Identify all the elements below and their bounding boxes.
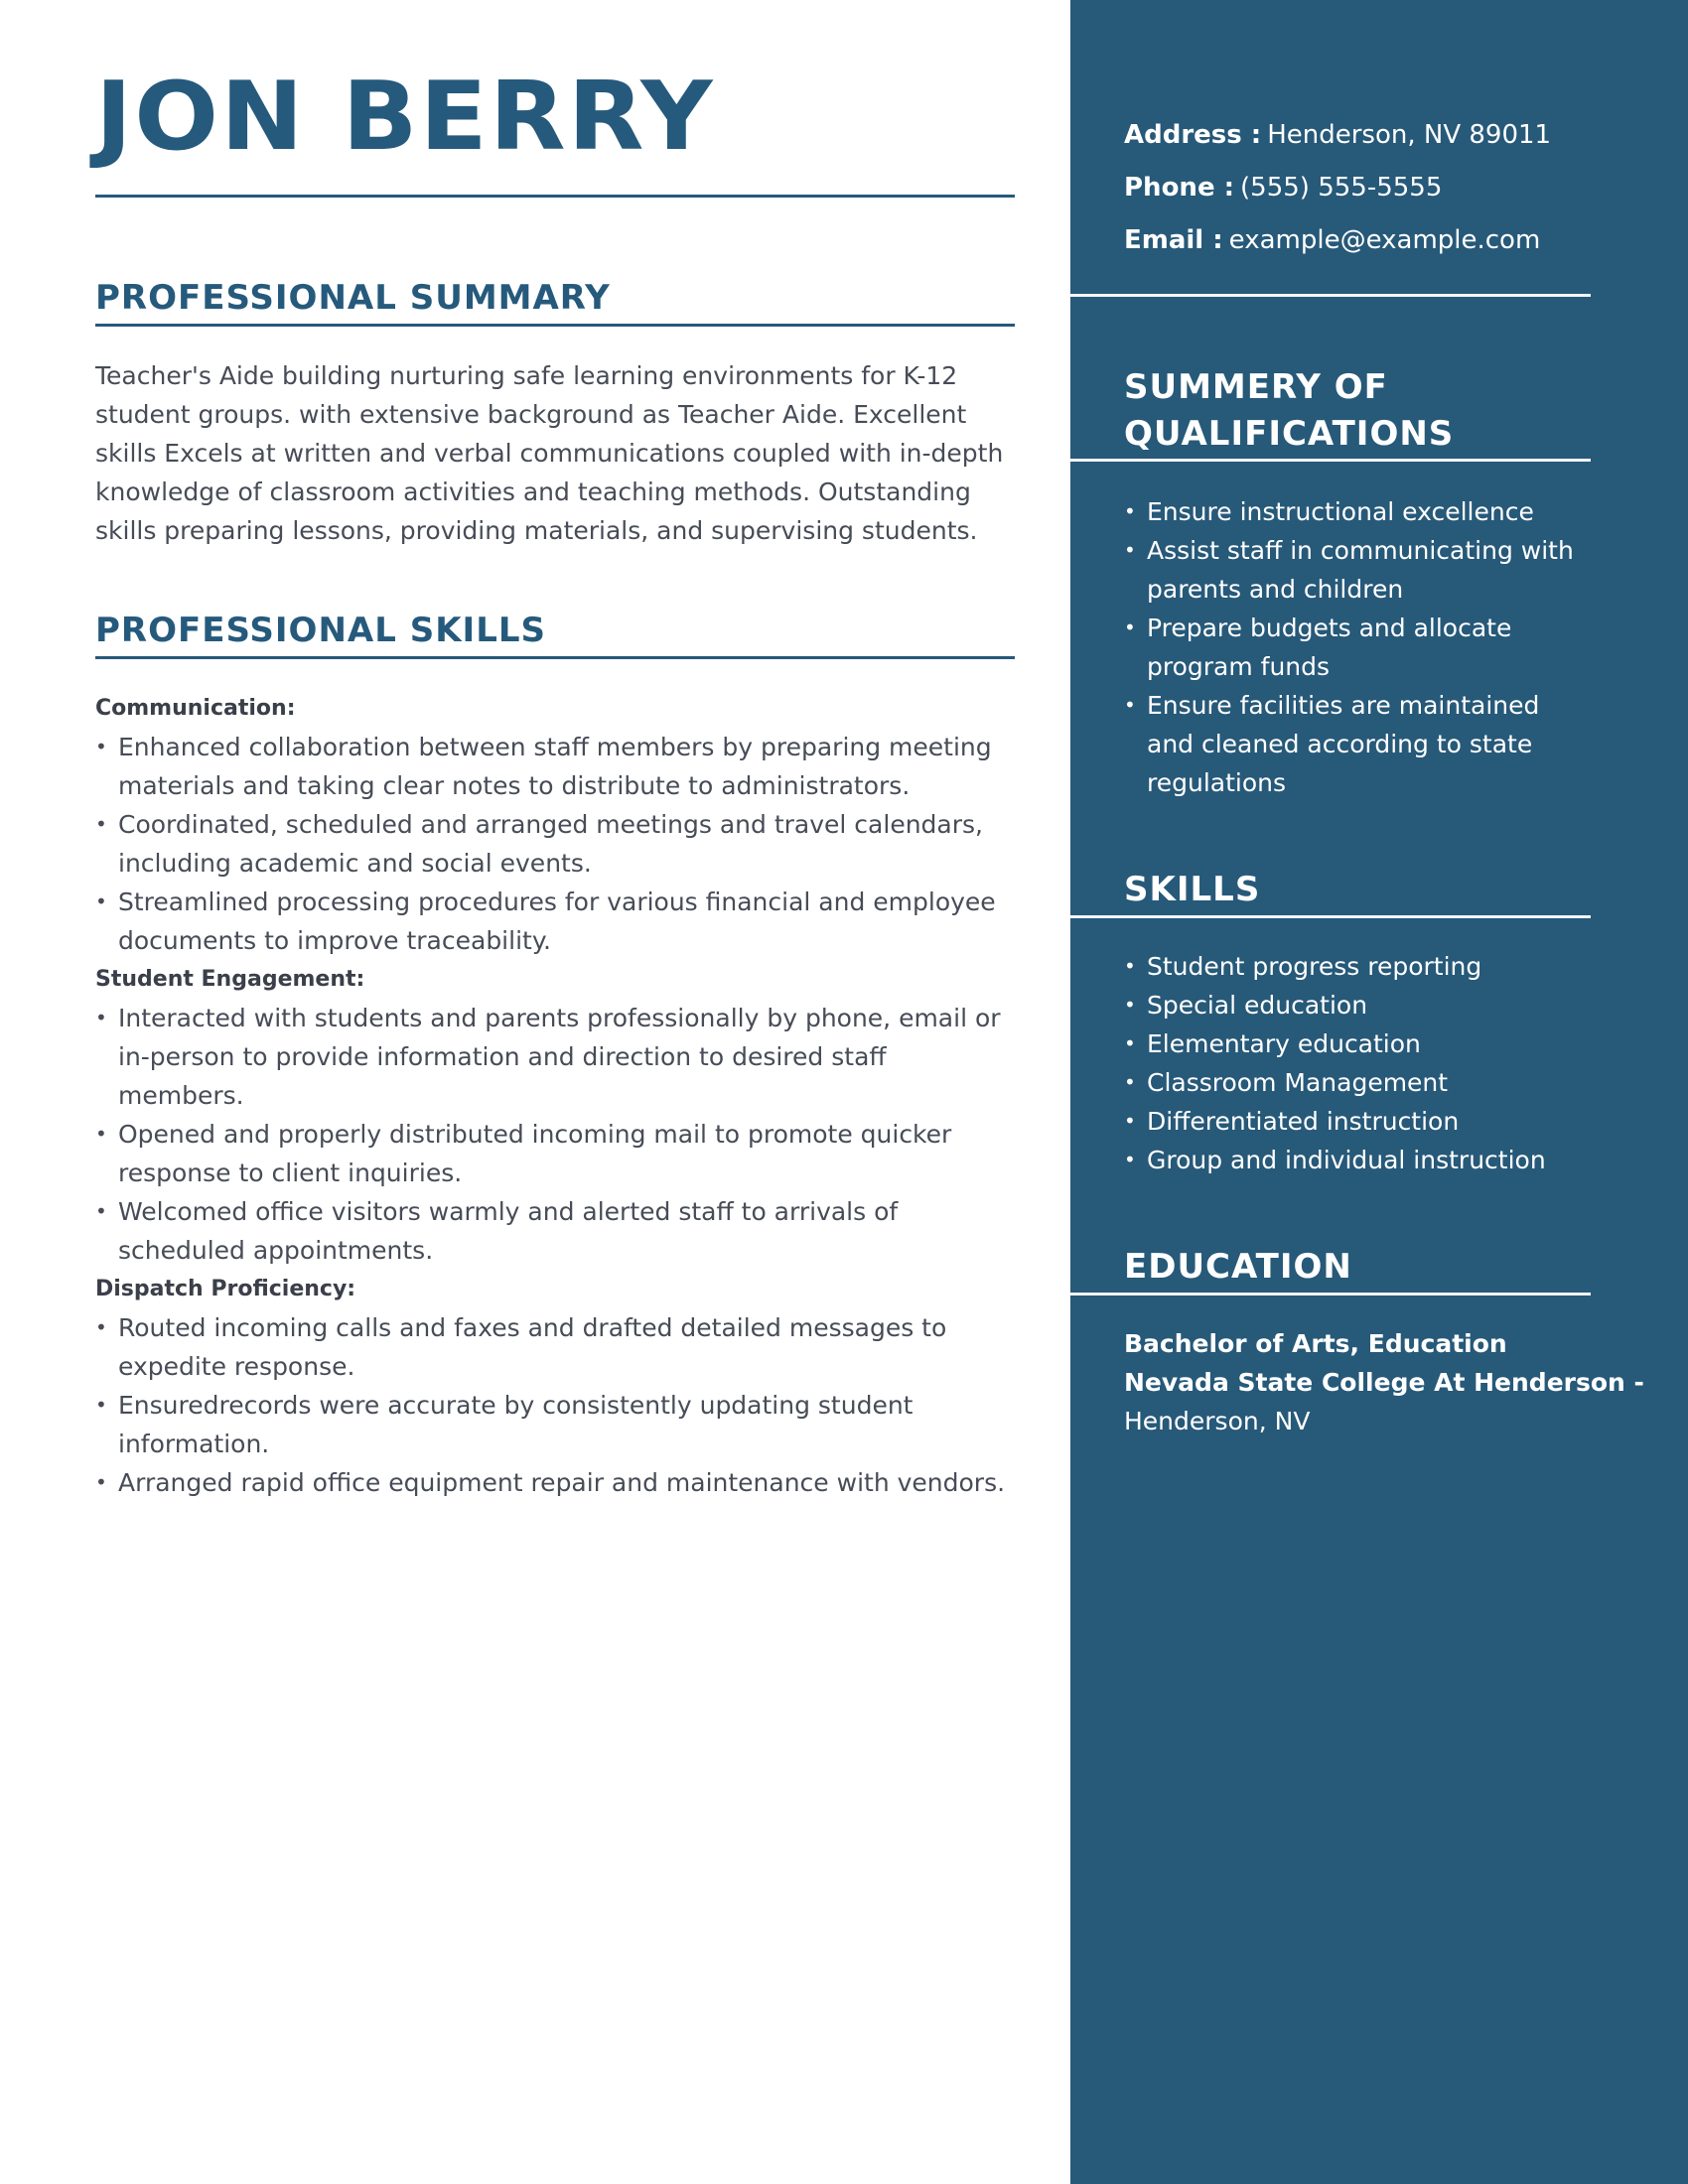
email-row <box>1124 214 1620 267</box>
skills-list-section <box>1124 947 1591 1179</box>
email-label: Email : <box>1124 225 1223 255</box>
main-column <box>95 64 1015 1502</box>
list-item: • Ensure facilities are maintained and cleaned according to state regulations <box>1124 686 1591 802</box>
professional-skills-heading: PROFESSIONAL SKILLS <box>95 611 547 651</box>
qualifications-section <box>1124 364 1591 458</box>
sidebar <box>1070 0 1688 2184</box>
skill-group-title: Communication: <box>95 696 296 722</box>
list-item: • Welcomed office visitors warmly and alerted staff to arrivals of scheduled appointments. <box>95 1192 1015 1270</box>
contact-info <box>1124 109 1620 267</box>
education-section <box>1124 1244 1591 1291</box>
phone-label: Phone : <box>1124 173 1235 203</box>
list-item: • Ensuredrecords were accurate by consistently updating student information. <box>95 1386 1015 1463</box>
list-item: • Prepare budgets and allocate program funds <box>1124 609 1591 686</box>
list-item: • Special education <box>1124 986 1591 1024</box>
qualifications-list-section <box>1124 492 1591 802</box>
qualifications-heading-line2: QUALIFICATIONS <box>1124 414 1455 454</box>
skills-heading: SKILLS <box>1124 870 1261 909</box>
list-item: • Arranged rapid office equipment repair and maintenance with vendors. <box>95 1463 1015 1502</box>
skill-group-title: Student Engagement: <box>95 967 365 993</box>
skills-section <box>1124 867 1591 913</box>
list-item: • Interacted with students and parents professionally by phone, email or in-person to provide information and direction to desired staff members. <box>95 999 1015 1115</box>
address-row <box>1124 109 1620 162</box>
skill-group-list <box>95 999 1015 1270</box>
qualifications-heading-line1: SUMMERY OF <box>1124 367 1388 407</box>
professional-skills-body <box>95 689 1015 1502</box>
list-item: • Enhanced collaboration between staff members by preparing meeting materials and taking clear notes to distribute to administrators. <box>95 728 1015 805</box>
education-degree: Bachelor of Arts, Education <box>1124 1329 1507 1358</box>
professional-skills-section <box>95 612 1015 1502</box>
email-value: example@example.com <box>1228 225 1541 255</box>
professional-skills-divider <box>95 656 1015 659</box>
education-location: Henderson, NV <box>1124 1407 1311 1435</box>
address-value: Henderson, NV 89011 <box>1267 120 1552 150</box>
education-heading: EDUCATION <box>1124 1247 1352 1287</box>
education-divider <box>1070 1293 1591 1296</box>
phone-value: (555) 555-5555 <box>1240 173 1443 203</box>
list-item: • Streamlined processing procedures for various financial and employee documents to improve traceability. <box>95 883 1015 960</box>
skill-group-list <box>95 1308 1015 1502</box>
skill-group-list <box>95 728 1015 960</box>
phone-row <box>1124 162 1620 214</box>
professional-summary-heading: PROFESSIONAL SUMMARY <box>95 278 611 319</box>
list-item: • Assist staff in communicating with parents and children <box>1124 531 1591 609</box>
list-item: • Routed incoming calls and faxes and drafted detailed messages to expedite response. <box>95 1308 1015 1386</box>
list-item: • Group and individual instruction <box>1124 1141 1591 1179</box>
qualifications-list <box>1124 492 1591 802</box>
list-item: • Elementary education <box>1124 1024 1591 1063</box>
list-item: • Ensure instructional excellence <box>1124 492 1591 531</box>
qualifications-heading <box>1124 364 1591 458</box>
professional-summary-text: Teacher's Aide building nurturing safe learning environments for K-12 student groups. with extensive background as Teacher Aide. Excellent skills Excels at written and verbal communications coupled with in-depth knowledge of classroom activities and teaching methods. Outstanding skills preparing lessons, providing materials, and supervising students. <box>95 361 1004 546</box>
list-item: • Opened and properly distributed incoming mail to promote quicker response to client inquiries. <box>95 1115 1015 1192</box>
skills-list <box>1124 947 1591 1179</box>
education-school: Nevada State College At Henderson - <box>1124 1368 1644 1397</box>
education-details <box>1124 1324 1644 1440</box>
address-label: Address : <box>1124 120 1262 150</box>
professional-summary-divider <box>95 324 1015 327</box>
qualifications-divider <box>1070 459 1591 462</box>
professional-summary-section <box>95 279 1015 550</box>
skill-group-title: Dispatch Proficiency: <box>95 1277 356 1302</box>
list-item: • Differentiated instruction <box>1124 1102 1591 1141</box>
candidate-name: JON BERRY <box>95 63 715 172</box>
contact-divider <box>1070 294 1591 297</box>
list-item: • Student progress reporting <box>1124 947 1591 986</box>
skills-divider <box>1070 915 1591 918</box>
list-item: • Coordinated, scheduled and arranged meetings and travel calendars, including academic and social events. <box>95 805 1015 883</box>
name-divider <box>95 195 1015 198</box>
list-item: • Classroom Management <box>1124 1063 1591 1102</box>
